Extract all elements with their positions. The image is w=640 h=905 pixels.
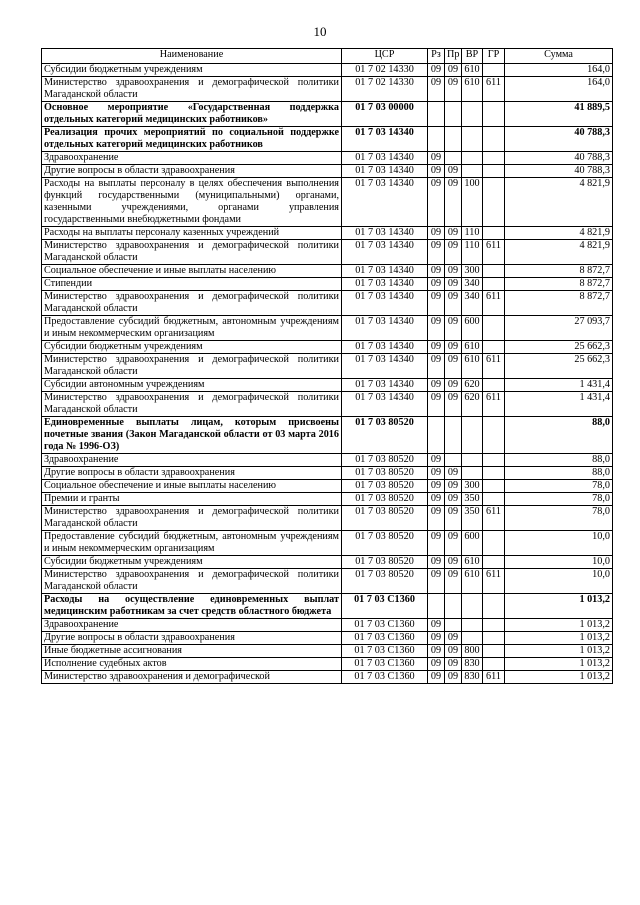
cell-rz: 09 [428,480,445,493]
cell-gr [483,316,505,341]
table-row [42,227,613,240]
cell-vr [462,454,483,467]
cell-sum: 78,0 [505,493,613,506]
table-row [42,77,613,102]
cell-gr [483,341,505,354]
cell-name: Социальное обеспечение и иные выплаты населению [42,480,342,493]
cell-gr: 611 [483,240,505,265]
cell-sum: 10,0 [505,556,613,569]
cell-name: Министерство здравоохранения и демографической политики Магаданской области [42,240,342,265]
cell-sum: 25 662,3 [505,354,613,379]
cell-csr: 01 7 03 С1360 [342,619,428,632]
cell-csr: 01 7 03 80520 [342,467,428,480]
cell-vr: 110 [462,227,483,240]
cell-rz: 09 [428,531,445,556]
cell-sum: 4 821,9 [505,227,613,240]
cell-pr: 09 [445,265,462,278]
cell-csr: 01 7 03 14340 [342,354,428,379]
table-body [42,64,613,684]
cell-pr: 09 [445,493,462,506]
cell-pr: 09 [445,240,462,265]
cell-vr [462,467,483,480]
table-row [42,379,613,392]
cell-gr [483,594,505,619]
cell-rz: 09 [428,178,445,227]
table-row [42,392,613,417]
cell-vr: 350 [462,493,483,506]
cell-vr: 100 [462,178,483,227]
cell-gr: 611 [483,392,505,417]
cell-sum: 1 013,2 [505,619,613,632]
cell-vr: 300 [462,265,483,278]
table-header [42,49,613,64]
cell-vr [462,417,483,454]
cell-pr [445,102,462,127]
cell-pr: 09 [445,291,462,316]
cell-sum: 8 872,7 [505,291,613,316]
cell-name: Социальное обеспечение и иные выплаты населению [42,265,342,278]
cell-csr: 01 7 03 80520 [342,569,428,594]
cell-rz: 09 [428,467,445,480]
cell-vr [462,102,483,127]
cell-vr: 340 [462,291,483,316]
cell-sum: 1 431,4 [505,392,613,417]
cell-gr [483,619,505,632]
cell-csr: 01 7 03 14340 [342,316,428,341]
table-row [42,619,613,632]
cell-sum: 88,0 [505,454,613,467]
table-row [42,506,613,531]
cell-csr: 01 7 03 14340 [342,152,428,165]
cell-rz: 09 [428,316,445,341]
cell-vr: 610 [462,341,483,354]
cell-csr: 01 7 02 14330 [342,64,428,77]
cell-rz: 09 [428,152,445,165]
cell-gr [483,493,505,506]
cell-name: Министерство здравоохранения и демографической политики Магаданской области [42,506,342,531]
cell-vr: 610 [462,354,483,379]
table-row [42,165,613,178]
cell-sum: 40 788,3 [505,127,613,152]
cell-sum: 1 013,2 [505,645,613,658]
cell-sum: 88,0 [505,467,613,480]
cell-name: Исполнение судебных актов [42,658,342,671]
cell-pr [445,619,462,632]
cell-rz: 09 [428,341,445,354]
cell-csr: 01 7 03 С1360 [342,671,428,684]
table-row [42,645,613,658]
cell-csr: 01 7 02 14330 [342,77,428,102]
table-row [42,354,613,379]
cell-gr: 611 [483,569,505,594]
cell-rz [428,417,445,454]
cell-csr: 01 7 03 С1360 [342,594,428,619]
header-gr: ГР [483,49,505,64]
cell-name: Субсидии бюджетным учреждениям [42,341,342,354]
cell-csr: 01 7 03 80520 [342,454,428,467]
cell-gr: 611 [483,671,505,684]
cell-gr [483,454,505,467]
table-row [42,102,613,127]
cell-gr: 611 [483,354,505,379]
cell-csr: 01 7 03 80520 [342,493,428,506]
cell-gr [483,265,505,278]
cell-sum: 1 431,4 [505,379,613,392]
cell-sum: 1 013,2 [505,658,613,671]
cell-gr [483,467,505,480]
cell-gr [483,64,505,77]
table-row [42,454,613,467]
cell-name: Министерство здравоохранения и демографической политики Магаданской области [42,392,342,417]
cell-rz: 09 [428,64,445,77]
cell-rz [428,127,445,152]
header-csr: ЦСР [342,49,428,64]
cell-csr: 01 7 03 14340 [342,165,428,178]
cell-rz: 09 [428,165,445,178]
cell-gr [483,556,505,569]
cell-gr [483,480,505,493]
cell-rz: 09 [428,227,445,240]
cell-pr: 09 [445,467,462,480]
cell-vr [462,127,483,152]
cell-pr: 09 [445,645,462,658]
cell-pr: 09 [445,506,462,531]
cell-name: Расходы на выплаты персоналу в целях обеспечения выполнения функций государственными (муниципальными) органами, казенными учреждениями, органами управления государственными внебюджетными фондами [42,178,342,227]
cell-pr [445,417,462,454]
cell-csr: 01 7 03 С1360 [342,658,428,671]
cell-pr: 09 [445,227,462,240]
cell-gr [483,531,505,556]
cell-pr [445,594,462,619]
cell-sum: 41 889,5 [505,102,613,127]
cell-pr: 09 [445,671,462,684]
cell-gr [483,658,505,671]
cell-name: Единовременные выплаты лицам, которым присвоены почетные звания (Закон Магаданской области от 03 марта 2016 года № 1996-ОЗ) [42,417,342,454]
cell-gr [483,127,505,152]
cell-name: Другие вопросы в области здравоохранения [42,467,342,480]
cell-rz: 09 [428,658,445,671]
cell-csr: 01 7 03 14340 [342,379,428,392]
cell-name: Министерство здравоохранения и демографической политики Магаданской области [42,77,342,102]
cell-name: Здравоохранение [42,454,342,467]
table-row [42,467,613,480]
cell-vr: 610 [462,64,483,77]
cell-csr: 01 7 03 80520 [342,480,428,493]
cell-sum: 10,0 [505,531,613,556]
cell-gr [483,152,505,165]
header-name: Наименование [42,49,342,64]
cell-rz: 09 [428,645,445,658]
cell-sum: 1 013,2 [505,594,613,619]
cell-gr: 611 [483,291,505,316]
cell-rz: 09 [428,671,445,684]
cell-pr: 09 [445,658,462,671]
cell-vr [462,632,483,645]
cell-name: Министерство здравоохранения и демографической [42,671,342,684]
cell-pr: 09 [445,316,462,341]
cell-name: Субсидии бюджетным учреждениям [42,64,342,77]
table-row [42,240,613,265]
cell-gr [483,278,505,291]
cell-name: Субсидии бюджетным учреждениям [42,556,342,569]
cell-sum: 25 662,3 [505,341,613,354]
table-row [42,493,613,506]
cell-pr: 09 [445,569,462,594]
cell-rz: 09 [428,454,445,467]
cell-rz: 09 [428,506,445,531]
cell-csr: 01 7 03 00000 [342,102,428,127]
table-row [42,64,613,77]
cell-csr: 01 7 03 14340 [342,291,428,316]
cell-pr [445,152,462,165]
cell-rz: 09 [428,240,445,265]
cell-pr: 09 [445,278,462,291]
cell-name: Предоставление субсидий бюджетным, автономным учреждениям и иным некоммерческим организациям [42,316,342,341]
cell-sum: 10,0 [505,569,613,594]
cell-pr: 09 [445,64,462,77]
cell-rz: 09 [428,569,445,594]
cell-csr: 01 7 03 14340 [342,341,428,354]
cell-csr: 01 7 03 80520 [342,417,428,454]
cell-sum: 4 821,9 [505,178,613,227]
cell-name: Стипендии [42,278,342,291]
cell-csr: 01 7 03 80520 [342,556,428,569]
cell-vr: 620 [462,392,483,417]
cell-vr: 350 [462,506,483,531]
cell-sum: 4 821,9 [505,240,613,265]
cell-gr [483,227,505,240]
cell-name: Министерство здравоохранения и демографической политики Магаданской области [42,354,342,379]
table-row [42,480,613,493]
cell-csr: 01 7 03 С1360 [342,645,428,658]
table-row [42,127,613,152]
table-row [42,671,613,684]
cell-csr: 01 7 03 14340 [342,127,428,152]
cell-name: Министерство здравоохранения и демографической политики Магаданской области [42,569,342,594]
header-rz: Рз [428,49,445,64]
cell-gr [483,165,505,178]
cell-pr: 09 [445,392,462,417]
cell-sum: 78,0 [505,480,613,493]
cell-name: Расходы на выплаты персоналу казенных учреждений [42,227,342,240]
cell-csr: 01 7 03 80520 [342,531,428,556]
cell-vr [462,594,483,619]
cell-csr: 01 7 03 14340 [342,265,428,278]
cell-name: Реализация прочих мероприятий по социальной поддержке отдельных категорий медицинских работников [42,127,342,152]
cell-gr [483,645,505,658]
cell-vr [462,152,483,165]
cell-rz: 09 [428,77,445,102]
cell-csr: 01 7 03 14340 [342,392,428,417]
cell-gr [483,632,505,645]
cell-csr: 01 7 03 14340 [342,240,428,265]
cell-vr: 830 [462,658,483,671]
table-row [42,594,613,619]
table-row [42,178,613,227]
cell-name: Иные бюджетные ассигнования [42,645,342,658]
cell-rz: 09 [428,291,445,316]
page-number: 10 [313,24,327,39]
cell-pr: 09 [445,556,462,569]
cell-csr: 01 7 03 14340 [342,278,428,291]
cell-gr [483,102,505,127]
cell-rz: 09 [428,379,445,392]
cell-rz: 09 [428,392,445,417]
cell-rz: 09 [428,556,445,569]
cell-pr: 09 [445,531,462,556]
cell-vr: 610 [462,77,483,102]
budget-table [41,48,613,684]
cell-name: Здравоохранение [42,152,342,165]
cell-vr: 830 [462,671,483,684]
table-row [42,556,613,569]
cell-pr: 09 [445,77,462,102]
cell-vr [462,165,483,178]
cell-name: Здравоохранение [42,619,342,632]
header-sum: Сумма [505,49,613,64]
cell-pr: 09 [445,354,462,379]
table-row [42,632,613,645]
cell-csr: 01 7 03 14340 [342,227,428,240]
table-row [42,291,613,316]
cell-vr: 110 [462,240,483,265]
cell-sum: 40 788,3 [505,152,613,165]
cell-gr [483,379,505,392]
cell-name: Основное мероприятие «Государственная поддержка отдельных категорий медицинских работников» [42,102,342,127]
table-row [42,569,613,594]
cell-rz: 09 [428,265,445,278]
cell-vr: 620 [462,379,483,392]
cell-sum: 40 788,3 [505,165,613,178]
cell-vr: 300 [462,480,483,493]
cell-name: Другие вопросы в области здравоохранения [42,632,342,645]
cell-sum: 78,0 [505,506,613,531]
header-vr: ВР [462,49,483,64]
cell-csr: 01 7 03 14340 [342,178,428,227]
cell-gr: 611 [483,77,505,102]
cell-vr: 610 [462,556,483,569]
table-row [42,341,613,354]
cell-rz [428,594,445,619]
cell-sum: 1 013,2 [505,632,613,645]
cell-pr: 09 [445,178,462,227]
cell-name: Расходы на осуществление единовременных выплат медицинским работникам за счет средств областного бюджета [42,594,342,619]
cell-sum: 1 013,2 [505,671,613,684]
cell-pr: 09 [445,480,462,493]
cell-name: Премии и гранты [42,493,342,506]
cell-pr: 09 [445,165,462,178]
cell-pr [445,454,462,467]
cell-rz: 09 [428,632,445,645]
cell-sum: 8 872,7 [505,278,613,291]
table-row [42,265,613,278]
cell-pr: 09 [445,341,462,354]
cell-name: Другие вопросы в области здравоохранения [42,165,342,178]
cell-vr [462,619,483,632]
cell-vr: 600 [462,316,483,341]
cell-rz [428,102,445,127]
cell-rz: 09 [428,493,445,506]
cell-rz: 09 [428,619,445,632]
cell-csr: 01 7 03 С1360 [342,632,428,645]
cell-gr [483,178,505,227]
cell-pr: 09 [445,379,462,392]
cell-pr: 09 [445,632,462,645]
cell-sum: 164,0 [505,64,613,77]
table-row [42,417,613,454]
table-row [42,316,613,341]
cell-vr: 340 [462,278,483,291]
cell-vr: 600 [462,531,483,556]
cell-vr: 800 [462,645,483,658]
cell-sum: 8 872,7 [505,265,613,278]
cell-csr: 01 7 03 80520 [342,506,428,531]
table-row [42,531,613,556]
cell-sum: 27 093,7 [505,316,613,341]
cell-name: Министерство здравоохранения и демографической политики Магаданской области [42,291,342,316]
table-row [42,658,613,671]
cell-name: Субсидии автономным учреждениям [42,379,342,392]
cell-pr [445,127,462,152]
cell-name: Предоставление субсидий бюджетным, автономным учреждениям и иным некоммерческим организациям [42,531,342,556]
cell-rz: 09 [428,278,445,291]
cell-rz: 09 [428,354,445,379]
cell-sum: 88,0 [505,417,613,454]
cell-gr [483,417,505,454]
table-row [42,152,613,165]
cell-sum: 164,0 [505,77,613,102]
cell-gr: 611 [483,506,505,531]
header-pr: Пр [445,49,462,64]
cell-vr: 610 [462,569,483,594]
table-row [42,278,613,291]
